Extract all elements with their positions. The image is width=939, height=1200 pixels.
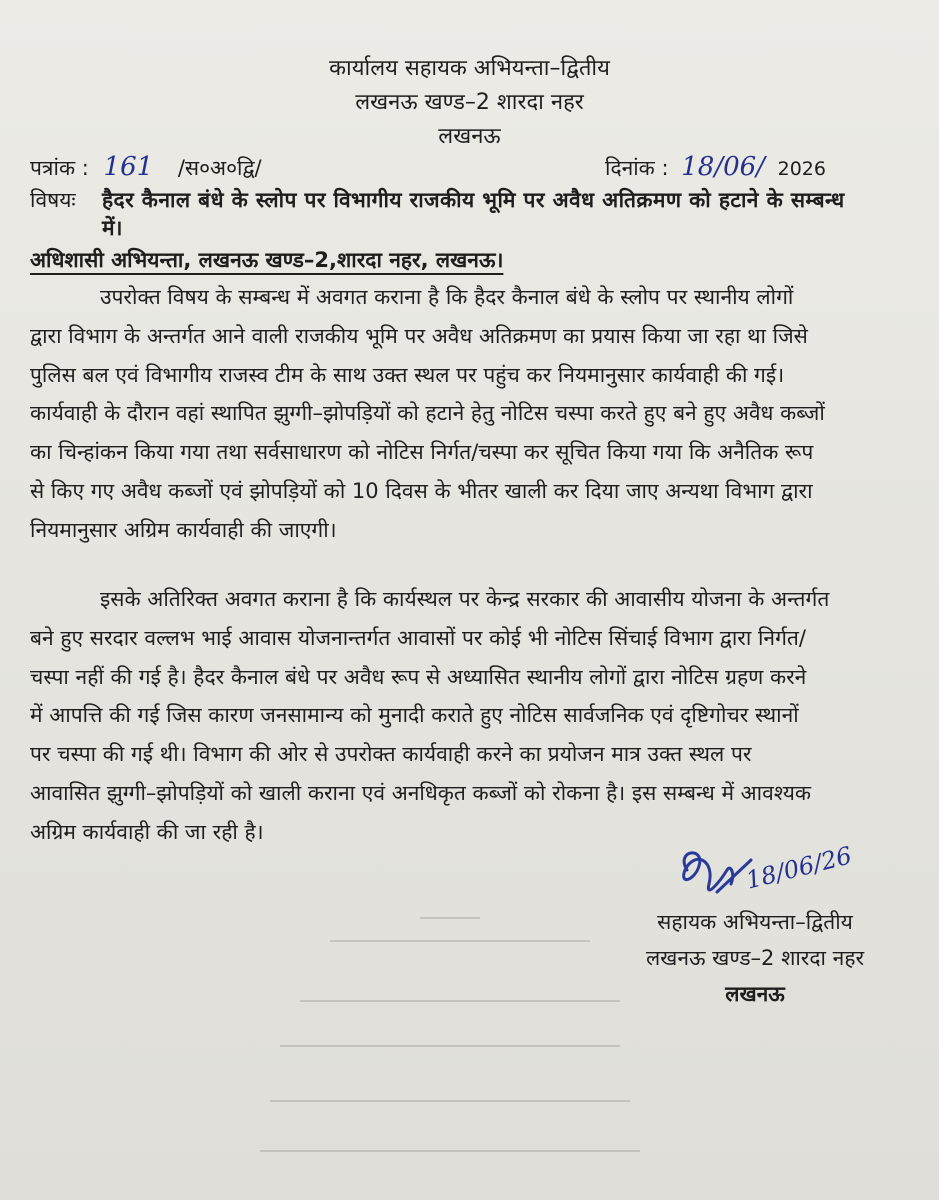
bleed-through-mark: [270, 1100, 630, 1102]
patrank-suffix: /स०अ०द्वि/: [177, 156, 262, 180]
body-line: अग्रिम कार्यवाही की जा रही है।: [30, 819, 264, 844]
date-handwritten: 18/06/: [681, 152, 765, 182]
subject-label: विषयः: [30, 188, 76, 212]
body-line: उपरोक्त विषय के सम्बन्ध में अवगत कराना है कि हैदर कैनाल बंधे के स्लोप पर स्थानीय लोगों: [100, 285, 794, 309]
body-paragraph-1: [30, 278, 880, 550]
subject-line-1: हैदर कैनाल बंधे के स्लोप पर विभागीय राजकीय भूमि पर अवैध अतिक्रमण को हटाने के सम्बन्ध: [102, 188, 845, 212]
bleed-through-mark: [420, 895, 480, 919]
signature-date: 18/06/26: [743, 841, 855, 895]
body-line: आवासित झुग्गी–झोपड़ियों को खाली कराना एवं अनधिकृत कब्जों को रोकना है। इस सम्बन्ध में आवश्यक: [30, 780, 812, 805]
signatory-designation: सहायक अभियन्ता–द्वितीय: [657, 910, 853, 934]
body-line: द्वारा विभाग के अन्तर्गत आने वाली राजकीय भूमि पर अवैध अतिक्रमण का प्रयास किया जा रहा था जिसे: [30, 323, 808, 348]
bleed-through-mark: [260, 1150, 640, 1152]
date-year: 2026: [777, 158, 826, 180]
body-paragraph-2: [30, 580, 880, 852]
addressee: अधिशासी अभियन्ता, लखनऊ खण्ड–2,शारदा नहर, लखनऊ।: [30, 248, 504, 272]
body-line: पुलिस बल एवं विभागीय राजस्व टीम के साथ उक्त स्थल पर पहुंच कर नियमानुसार कार्यवाही की गई।: [30, 362, 785, 387]
body-line: बने हुए सरदार वल्लभ भाई आवास योजनान्तर्गत आवासों पर कोई भी नोटिस सिंचाई विभाग द्वारा निर्गत/: [30, 625, 806, 650]
date-label: दिनांक :: [605, 156, 669, 180]
patrank-label: पत्रांक :: [30, 156, 89, 180]
bleed-through-mark: [280, 1045, 620, 1047]
body-line: पर चस्पा की गई थी। विभाग की ओर से उपरोक्त कार्यवाही करने का प्रयोजन मात्र उक्त स्थल पर: [30, 742, 752, 767]
city-title: लखनऊ: [438, 124, 501, 149]
date-line: [605, 152, 826, 182]
division-title: लखनऊ खण्ड–2 शारदा नहर: [355, 90, 584, 115]
signature-mark: [665, 840, 865, 910]
subject-line-2: में।: [102, 216, 123, 240]
body-line: का चिन्हांकन किया गया तथा सर्वसाधारण को नोटिस निर्गत/चस्पा कर सूचित किया गया कि अनैतिक रूप: [30, 440, 814, 465]
body-line: से किए गए अवैध कब्जों एवं झोपड़ियों को 10 दिवस के भीतर खाली कर दिया जाए अन्यथा विभाग द्वारा: [30, 478, 813, 503]
signatory-city: लखनऊ: [725, 982, 785, 1006]
bleed-through-mark: [300, 1000, 620, 1002]
bleed-through-mark: [330, 940, 590, 942]
patrank-number: 161: [103, 152, 154, 182]
body-line: में आपत्ति की गई जिस कारण जनसामान्य को मुनादी कराते हुए नोटिस सार्वजनिक एवं दृष्टिगोचर स्थानों: [30, 703, 799, 728]
body-line: नियमानुसार अग्रिम कार्यवाही की जाएगी।: [30, 517, 337, 542]
patrank-line: [30, 152, 262, 182]
office-title: कार्यालय सहायक अभियन्ता–द्वितीय: [329, 56, 610, 81]
body-line: कार्यवाही के दौरान वहां स्थापित झुग्गी–झोपड़ियों को हटाने हेतु नोटिस चस्पा करते हुए बने हुए अवैध कब्जों: [30, 401, 825, 426]
body-line: चस्पा नहीं की गई है। हैदर कैनाल बंधे पर अवैध रूप से अध्यासित स्थानीय लोगों द्वारा नोटिस ग्रहण करने: [30, 664, 807, 689]
body-line: इसके अतिरिक्त अवगत कराना है कि कार्यस्थल पर केन्द्र सरकार की आवासीय योजना के अन्तर्गत: [100, 587, 830, 611]
signatory-division: लखनऊ खण्ड–2 शारदा नहर: [645, 946, 865, 970]
